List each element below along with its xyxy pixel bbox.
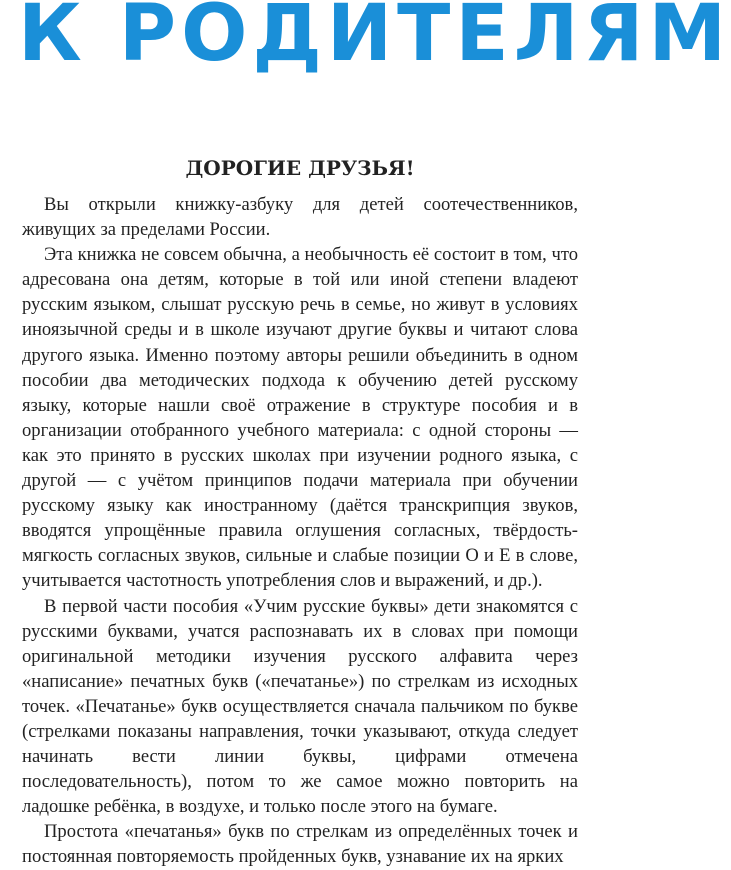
paragraph-2: Эта книжка не совсем обычна, а необычность её состоит в том, что адресована она детям, которые в той или иной степени владеют русским языком, слышат русскую речь в семье, но живут в условиях иноязычной среды и в школе изучают другие буквы и читают слова другого языка. Именно поэтому авторы решили объединить в одном пособии два методических подхода к обучению детей русскому языку, которые нашли своё отражение в структуре пособия и в организации отобранного учебного материала: с одной стороны — как это принято в русских школах при изучении родного языка, с другой — с учётом принципов подачи материала при обучении русскому языку как иностранному (даётся транскрипция звуков, вводятся упрощённые правила оглушения согласных, твёрдость-мягкость согласных звуков, сильные и слабые позиции О и Е в слове, учитывается частотность употребления слов и выражений, и др.). <box>22 244 578 592</box>
page-title: К РОДИТЕЛЯМ <box>18 0 731 79</box>
paragraph-4: Простота «печатанья» букв по стрелкам из определённых точек и постоянная повторяемость пройденных букв, узнавание их на ярких <box>22 821 578 868</box>
paragraph-1: Вы открыли книжку-азбуку для детей соотечественников, живущих за пределами России. <box>22 194 578 241</box>
section-heading: ДОРОГИЕ ДРУЗЬЯ! <box>185 156 415 180</box>
body-text <box>22 192 578 870</box>
paragraph-3: В первой части пособия «Учим русские буквы» дети знакомятся с русскими буквами, учатся распознавать их в словах при помощи оригинальной методики изучения русского алфавита через «написание» печатных букв («печатанье») по стрелкам из исходных точек. «Печатанье» букв осуществляется сначала пальчиком по букве (стрелками показаны направления, точки указывают, откуда следует начинать вести линии буквы, цифрами отмечена последовательность), потом то же самое можно повторить на ладошке ребёнка, в воздухе, и только после этого на бумаге. <box>22 595 578 818</box>
